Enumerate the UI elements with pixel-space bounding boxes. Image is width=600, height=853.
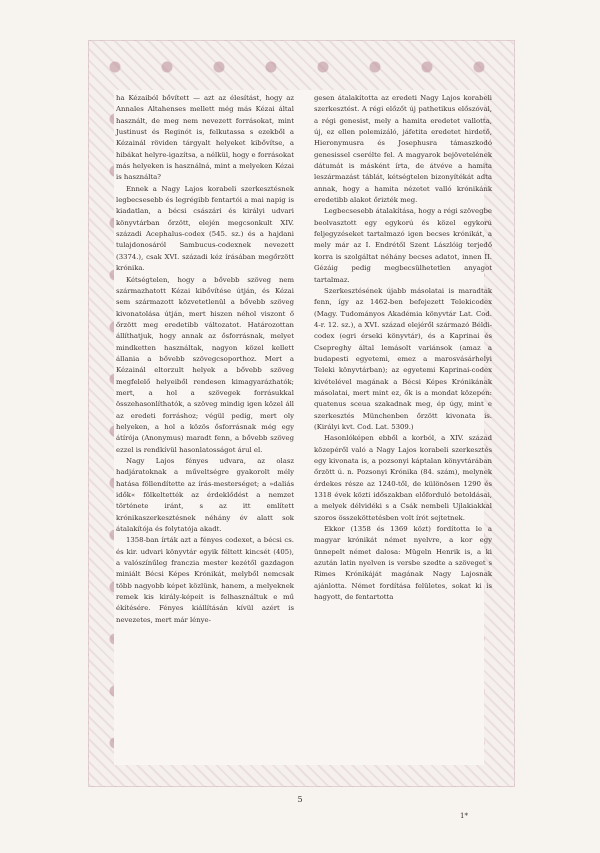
left-paragraph-4: Nagy Lajos fényes udvara, az olasz hadjáratoknak a műveltségre gyakorolt mély hatása föllendítette az írás-mesterséget; a »daliás idők« fölkeltették az érdeklődést a nemzet története iránt, s az itt említett krónikaszerkesztésnek néhány év alatt sok átalakítója és folytatója akadt. [116,457,294,534]
right-paragraph-5: Ekkor (1358 és 1369 közt) fordította le a magyar krónikát német nyelvre, a kor egy ünnepelt német dalosa: Mügeln Henrik is, a ki azután latin nyelven is versbe szedte a szöveget s Rimes Krónikáját magának Nagy Lajosnak ajánlotta. Német fordítása felületes, sokat ki is hagyott, de fentartotta [314,525,492,602]
left-paragraph-2: Ennek a Nagy Lajos korabeli szerkesztésnek legbecsesebb és legrégibb fentartói a mai napig is kiadatlan, a bécsi császári és királyi udvari könyvtárban őrzött, elején megcsonkult XIV. századi Acephalus-codex (545. sz.) és a hajdani tulajdonosáról Sambucus-codexnek nevezett (3374.), csak XVI. századi kéz írásában megőrzött krónika. [116,184,294,273]
page-number: 5 [297,795,303,804]
left-paragraph-3: Kétségtelen, hogy a bővebb szöveg nem származhatott Kézai kibővítése útján, és Kézai sem származott közvetetlenül a bővebb szöveg kivonatolása útján, mert hiszen néhol viszont ő őrzött meg eredetibb változatot. Határozottan állíthatjuk, hogy annak az ősforrásnak, melyet mindketten használtak, nagyon közel kellett állania a bővebb szövegcsoporthoz. Mert a Kézainál eltorzult helyek a bővebb szöveg megfelelő helyeiből rendesen kimagyarázhatók; mert, a hol a szövegek forrásukkal összehasonlíthatók, a szöveg mindig igen közel áll az eredeti forráshoz; végül pedig, mert oly helyeken, a hol a közös ősforrásnak még egy átírója (Anonymus) maradt fenn, a bővebb szöveg ezzel is rendkívül hasonlatosságot árul el. [116,275,294,454]
right-paragraph-1: gesen átalakította az eredeti Nagy Lajos korabeli szerkesztést. A régi előzőt új pathetikus előszóval, a régi genesist, mely a hamita eredetet vallotta, új, ez ellen polemizáló, jáfetita eredetet hirdető, Hieronymusra és Josephusra támaszkodó genesissel cserélte fel. A magyarok bejövetelének dátumát is másként írta, de átvéve a hamita leszármazást táblát, kétségtelen bizonyítékát adta annak, hogy a hamita nézetet valló krónikánk eredetibb alakot őrizték meg. [314,94,492,205]
signature-mark: 1* [460,812,468,820]
left-column [116,93,294,626]
right-paragraph-2: Legbecsesebb átalakítása, hogy a régi szövegbe beolvasztott egy egykorú és közel egykorú feljegyzéseket tartalmazó igen becses krónikát, a mely már az I. Endrétől Szent Lászlóig terjedő korra is szolgáltat néhány becses adatot, innen II. Gézáig pedig megbecsülhetetlen anyagot tartalmaz. [314,207,492,284]
right-paragraph-4: Hasonlóképen ebből a korból, a XIV. század közepéről való a Nagy Lajos korabeli szerkesztés egy kivonata is, a pozsonyi káptalan könyvtárában őrzött ú. n. Pozsonyi Krónika (84. szám), melynek érdekes része az 1240-től, de különösen 1290 és 1318 évek közti időszakban előforduló betoldásai, a melyek délvidéki s a Csák nembeli Ujlakiakkal szoros összeköttetésben volt írót sejtetnek. [314,434,492,522]
left-paragraph-5: 1358-ban írták azt a fényes codexet, a bécsi cs. és kir. udvari könyvtár egyik féltett kincsét (405), a valószínűleg franczia mester kezétől gazdagon miniált Bécsi Képes Krónikát, melyből nemcsak több nagyobb képet közlünk, hanem, a melyeknek remek kis király-képeit is felhasználtuk e mű ékítésére. Fényes kiállításán kívül azért is nevezetes, mert már lénye- [116,536,294,624]
right-paragraph-3: Szerkesztésének újabb másolatai is maradtak fenn, így az 1462-ben befejezett Telekicodex (Magy. Tudományos Akadémia könyvtár Lat. Cod. 4-r. 12. sz.), a XVI. század elejéről származó Béldi-codex (egri érseki könyvtár), és a Kaprinai és Csepreghy által lemásolt variánsok (amaz a budapesti egyetemi, emez a marosvásárhelyi Teleki könyvtárban); az egyetemi Kaprinai-codex kivételével magának a Bécsi Képes Krónikának másolatai, mert mint ez, ők is a mondat közepén: quatenus sceua szakadnak meg, ép úgy, mint e szerkesztés Münchenben őrzött kivonata is. (Királyi kvt. Cod. Lat. 5309.) [314,286,492,431]
right-column [314,93,492,603]
left-paragraph-1: ha Kézaiból bővített — azt az élesítást, hogy az Annales Altahenses mellett még más Kézai által használt, de meg nem nevezett forrásokat, mint Justinust és Reginót is, felkutassa s ezekből a Kézainál röviden tárgyalt helyeket kibővítse, a hibákat helyre-igazítsa, a nélkül, hogy e forrásokat más helyeken is használná, mint a melyeken Kézai is használta? [116,94,294,182]
